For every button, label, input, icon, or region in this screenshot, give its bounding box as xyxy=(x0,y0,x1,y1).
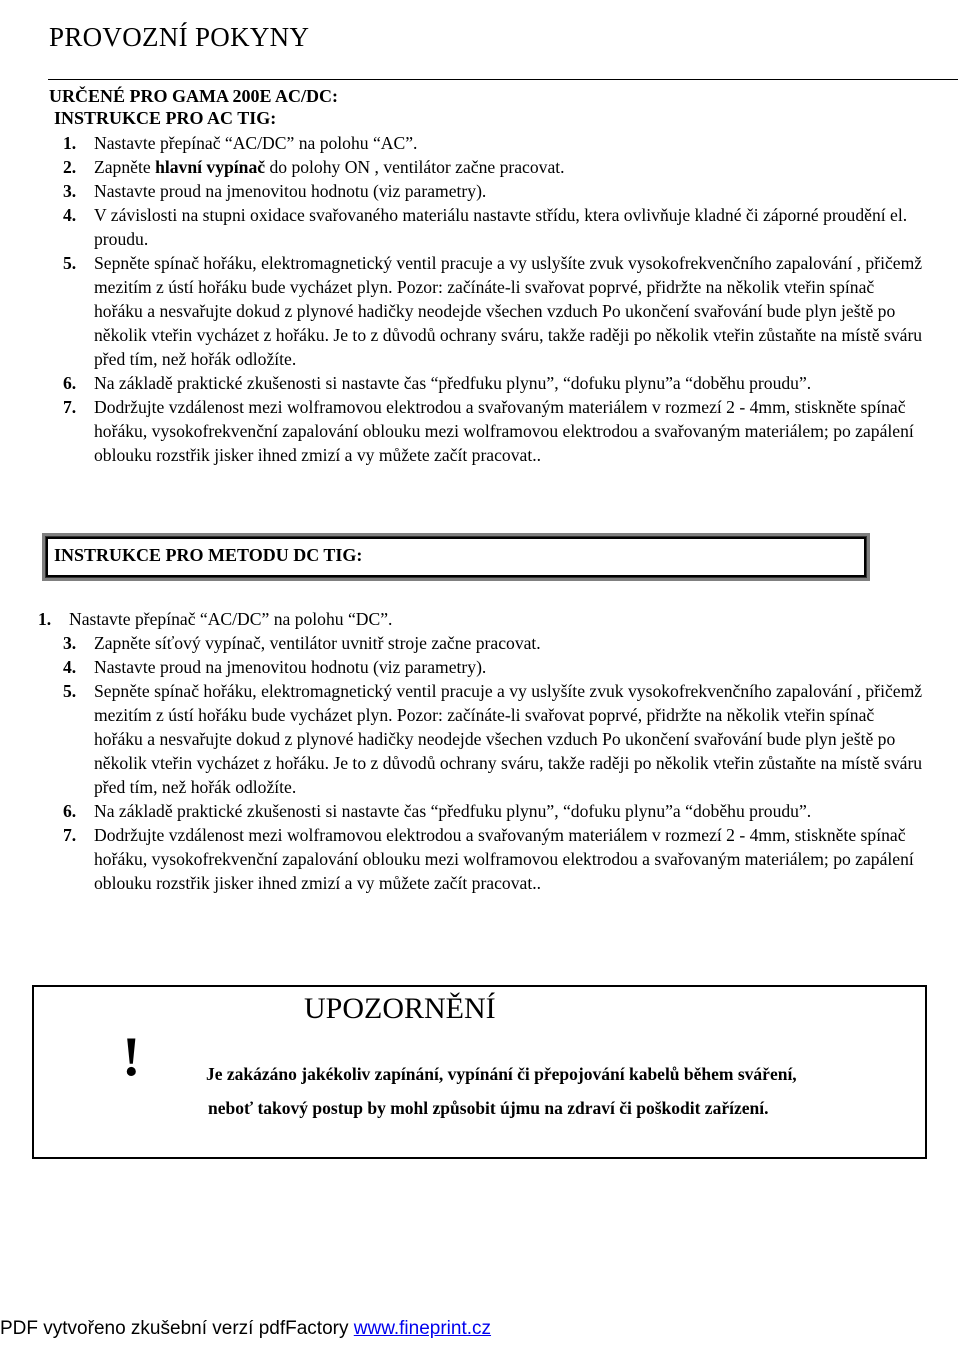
list-item xyxy=(63,631,923,655)
item-text: Sepněte spínač hořáku, elektromagnetický ventil pracuje a vy uslyšíte zvuk vysokofrekvenčního zapalování , přičemž mezitím z ústí hořáku bude vycházet plyn. Pozor: začínáte-li svařovat poprvé, přidržte na několik vteřin spínač hořáku a nesvařujte dokud z plynové hadičky neodejde všechen vzduch Po ukončení svařování bude plyn ještě po několik vteřin vycházet z hořáku. Je to z důvodů ochrany sváru, takže raději po několik vteřin zůstaňte na místě sváru před tím, než hořák odložíte. xyxy=(94,253,923,369)
item-text: Sepněte spínač hořáku, elektromagnetický ventil pracuje a vy uslyšíte zvuk vysokofrekvenčního zapalování , přičemž mezitím z ústí hořáku bude vycházet plyn. Pozor: začínáte-li svařovat poprvé, přidržte na několik vteřin spínač hořáku a nesvařujte dokud z plynové hadičky neodejde všechen vzduch Po ukončení svařování bude plyn ještě po několik vteřin vycházet z hořáku. Je to z důvodů ochrany sváru, takže raději po několik vteřin zůstaňte na místě sváru před tím, než hořák odložíte. xyxy=(94,681,923,797)
warning-box xyxy=(32,985,927,1159)
dc-instruction-list xyxy=(63,631,923,895)
list-item xyxy=(63,179,923,203)
warning-line-1: Je zakázáno jakékoliv zapínání, vypínání či přepojování kabelů během sváření, xyxy=(206,1064,797,1084)
warning-title: UPOZORNĚNÍ xyxy=(304,992,496,1025)
item-text: V závislosti na stupni oxidace svařovaného materiálu nastavte střídu, ktera ovlivňuje kladné či záporné proudění el. proudu. xyxy=(94,205,908,249)
ac-tig-heading: INSTRUKCE PRO AC TIG: xyxy=(54,108,277,128)
item-number: 1. xyxy=(38,609,52,629)
item-text: Na základě praktické zkušenosti si nastavte čas “předfuku plynu”, “dofuku plynu”a “doběhu proudu”. xyxy=(94,373,812,393)
item-text: Nastavte proud na jmenovitou hodnotu (viz parametry). xyxy=(94,657,487,677)
item-number: 7. xyxy=(63,825,77,845)
model-heading: URČENÉ PRO GAMA 200E AC/DC: xyxy=(49,86,339,106)
ac-instruction-list xyxy=(63,131,923,467)
list-item xyxy=(63,131,923,155)
item-number: 6. xyxy=(63,801,77,821)
dc-tig-heading-box xyxy=(42,533,870,581)
item-text: Zapněte síťový vypínač, ventilátor uvnitř stroje začne pracovat. xyxy=(94,633,541,653)
exclamation-icon: ! xyxy=(122,1026,141,1088)
warning-line-2: neboť takový postup by mohl způsobit újmu na zdraví či poškodit zařízení. xyxy=(208,1098,769,1118)
item-text: Dodržujte vzdálenost mezi wolframovou elektrodou a svařovaným materiálem v rozmezí 2 - 4mm, stiskněte spínač hořáku, vysokofrekvenční zapalování oblouku mezi wolframovou elektrodou a svařovaným materiálem; po zapálení oblouku rozstřik jisker ihned zmizí a vy můžete začít pracovat.. xyxy=(94,397,914,465)
list-item xyxy=(63,679,923,799)
item-number: 2. xyxy=(63,157,77,177)
list-item xyxy=(63,203,923,251)
list-item xyxy=(63,655,923,679)
item-text: Dodržujte vzdálenost mezi wolframovou elektrodou a svařovaným materiálem v rozmezí 2 - 4mm, stiskněte spínač hořáku, vysokofrekvenční zapalování oblouku mezi wolframovou elektrodou a svařovaným materiálem; po zapálení oblouku rozstřik jisker ihned zmizí a vy můžete začít pracovat.. xyxy=(94,825,914,893)
list-item xyxy=(63,395,923,467)
title-divider xyxy=(48,79,958,80)
list-item xyxy=(38,607,923,631)
item-number: 7. xyxy=(63,397,77,417)
item-number: 5. xyxy=(63,681,77,701)
item-number: 4. xyxy=(63,205,77,225)
list-item xyxy=(63,155,923,179)
list-item xyxy=(63,799,923,823)
item-number: 3. xyxy=(63,633,77,653)
page-title: PROVOZNÍ POKYNY xyxy=(49,22,310,52)
footer-text: PDF vytvořeno zkušební verzí pdfFactory xyxy=(0,1318,354,1339)
dc-first-item xyxy=(38,607,923,631)
item-number: 4. xyxy=(63,657,77,677)
item-text: Zapněte hlavní vypínač do polohy ON , ventilátor začne pracovat. xyxy=(94,157,565,177)
item-number: 1. xyxy=(63,133,77,153)
list-item xyxy=(63,823,923,895)
item-number: 5. xyxy=(63,253,77,273)
list-item xyxy=(63,371,923,395)
item-number: 6. xyxy=(63,373,77,393)
list-item xyxy=(63,251,923,371)
item-text: Nastavte přepínač “AC/DC” na polohu “AC”. xyxy=(94,133,418,153)
item-text: Nastavte přepínač “AC/DC” na polohu “DC”. xyxy=(69,609,393,629)
footer-link[interactable]: www.fineprint.cz xyxy=(353,1318,492,1339)
main-switch-emphasis: hlavní vypínač xyxy=(155,157,266,177)
item-text: Na základě praktické zkušenosti si nastavte čas “předfuku plynu”, “dofuku plynu”a “doběhu proudu”. xyxy=(94,801,812,821)
pdf-footer xyxy=(0,1318,491,1340)
item-number: 3. xyxy=(63,181,77,201)
item-text: Nastavte proud na jmenovitou hodnotu (viz parametry). xyxy=(94,181,487,201)
dc-tig-heading: INSTRUKCE PRO METODU DC TIG: xyxy=(54,545,363,565)
